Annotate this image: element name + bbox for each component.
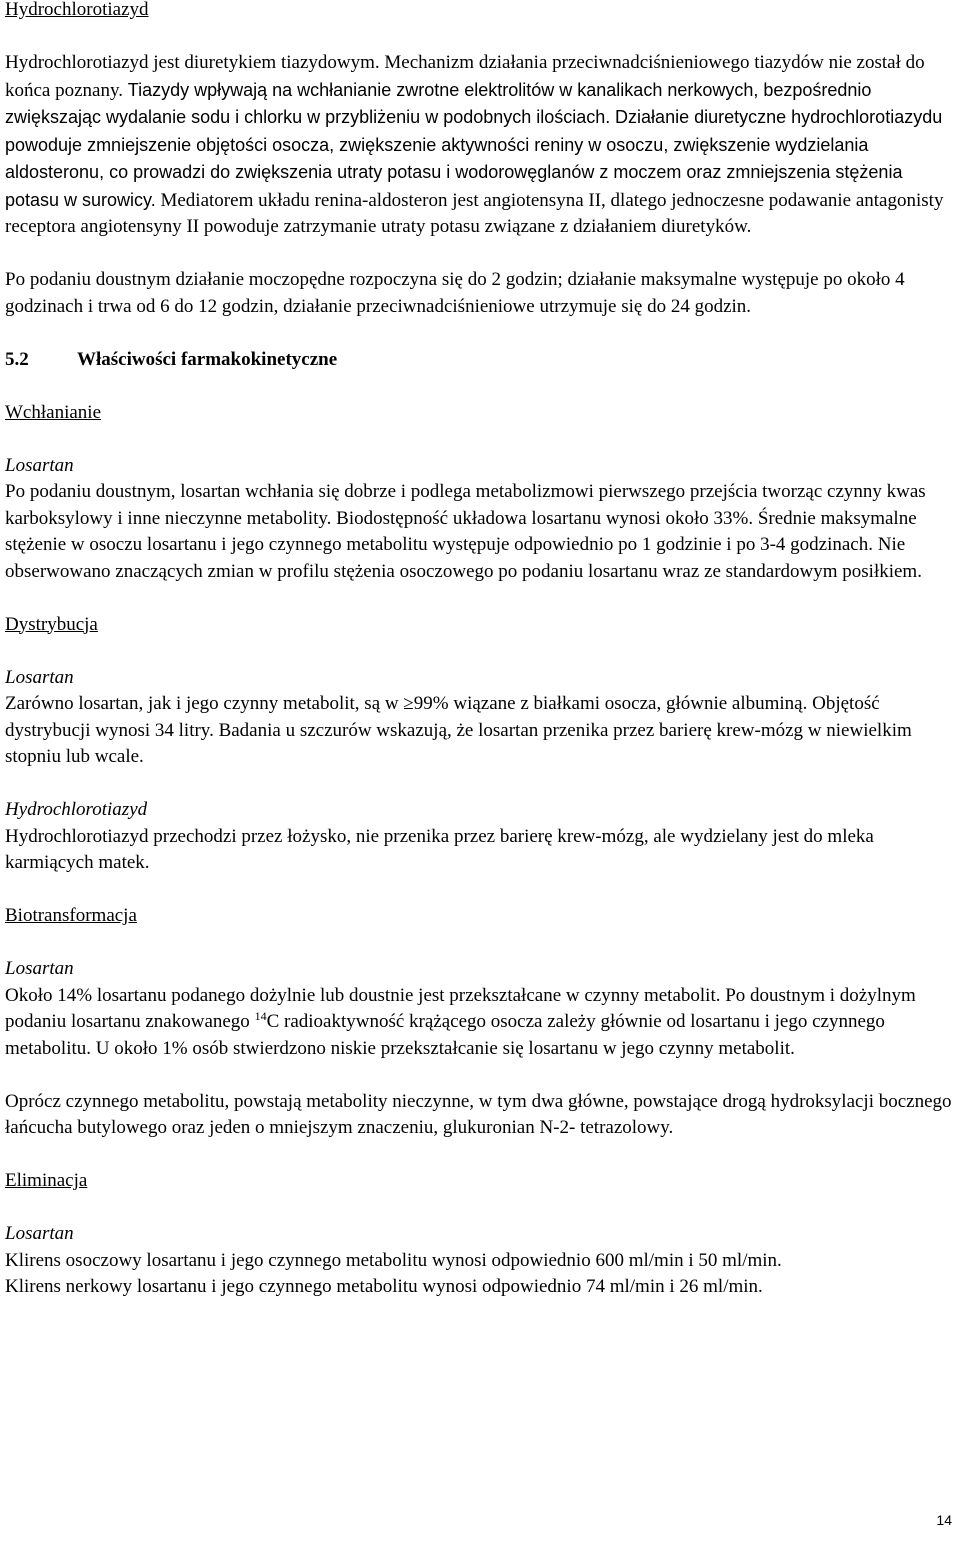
spacer <box>5 585 953 612</box>
subheading-distribution: Dystrybucja <box>5 613 98 635</box>
spacer <box>5 1062 953 1089</box>
paragraph-absorption: Po podaniu doustnym, losartan wchłania się dobrze i podlega metabolizmowi pierwszego przejścia tworząc czynny kwas karboksylowy i inne nieczynne metabolity. Biodostępność układowa losartanu wynosi około 33%. Średnie maksymalne stężenie w osoczu losartanu i jego czynnego metabolitu występuje odpowiednio po 1 godzinie i po 3-4 godzinach. Nie obserwowano znaczących zmian w profilu stężenia osoczowego po podaniu losartanu wraz ze standardowym posiłkiem. <box>5 481 926 582</box>
text-biotransformation-b: C radioaktywność krążącego osocza zależy głównie od losartanu i jego czynnego metabolitu. U około 1% osób stwierdzono niskie przekształcanie się losartanu w jego czynny metabolit. <box>5 1011 885 1059</box>
drug-label-losartan: Losartan <box>5 1223 74 1244</box>
drug-label-losartan: Losartan <box>5 666 74 688</box>
spacer <box>5 1142 953 1169</box>
paragraph-hct-onset: Po podaniu doustnym działanie moczopędne rozpoczyna się do 2 godzin; działanie maksymalne występuje po około 4 godzinach i trwa od 6 do 12 godzin, działanie przeciwnadciśnieniowe utrzymuje się do 24 godzin. <box>5 269 905 317</box>
section-title: Właściwości farmakokinetyczne <box>77 348 338 370</box>
paragraph-biotransformation-metabolite <box>5 983 953 1063</box>
section-heading-5-2 <box>5 347 953 374</box>
spacer <box>5 930 953 957</box>
document-page <box>5 0 953 1301</box>
spacer <box>5 320 953 347</box>
text-hct-mechanism-d: Mediatorem układu renina-aldosteron jest angiotensyna II, dlatego jednoczesne podawanie antagonisty receptora angiotensyny II powoduje zatrzymanie utraty potasu związane z działaniem diuretyków. <box>5 189 944 237</box>
drug-label-losartan: Losartan <box>5 454 74 476</box>
subheading-absorption: Wchłanianie <box>5 401 102 423</box>
spacer <box>5 24 953 51</box>
text-biotransformation-a: Około 14% losartanu podanego dożylnie lub doustnie jest przekształcane w czynny metabolit. Po doustnym i dożylnym podaniu losartanu znakowanego <box>5 984 916 1032</box>
text-hct-mechanism-c: Działanie diuretyczne hydrochlorotiazydu powoduje zmniejszenie objętości osocza, zwiększenie aktywności reniny w osoczu, zwiększenie wydzielania aldosteronu, co prowadzi do zwiększenia utraty potasu i wodorowęglanów z moczem oraz zmniejszenia stężenia potasu w surowicy. <box>5 107 943 210</box>
spacer <box>5 1195 953 1222</box>
paragraph-distribution-hct: Hydrochlorotiazyd przechodzi przez łożysko, nie przenika przez barierę krew-mózg, ale wydzielany jest do mleka karmiących matek. <box>5 825 874 873</box>
text-hct-mechanism-b: Tiazydy wpływają na wchłanianie zwrotne elektrolitów w kanalikach nerkowych, bezpośrednio zwiększając wydalanie sodu i chlorku w przybliżeniu w podobnych ilościach. <box>5 79 872 127</box>
drug-label-losartan: Losartan <box>5 958 74 979</box>
spacer <box>5 241 953 268</box>
spacer <box>5 877 953 904</box>
spacer <box>5 373 953 400</box>
section-number: 5.2 <box>5 348 29 370</box>
text-hct-mechanism-a: Hydrochlorotiazyd jest diuretykiem tiazydowym. Mechanizm działania przeciwnadciśnieniowego tiazydów nie został do końca poznany. <box>5 52 925 101</box>
page-number: 14 <box>936 1512 952 1528</box>
isotope-superscript: 14 <box>254 1009 267 1023</box>
drug-label-hydrochlorotiazyd: Hydrochlorotiazyd <box>5 799 148 820</box>
paragraph-elimination-renal: Klirens nerkowy losartanu i jego czynnego metabolitu wynosi odpowiednio 74 ml/min i 26 ml/min. <box>5 1276 763 1297</box>
paragraph-hct-mechanism <box>5 50 953 241</box>
subheading-elimination: Eliminacja <box>5 1170 88 1191</box>
spacer <box>5 638 953 665</box>
paragraph-biotransformation-inactive: Oprócz czynnego metabolitu, powstają metabolity nieczynne, w tym dwa główne, powstające drogą hydroksylacji bocznego łańcucha butylowego oraz jeden o mniejszym znaczeniu, glukuronian N-2- tetrazolowy. <box>5 1090 952 1138</box>
spacer <box>5 426 953 453</box>
paragraph-elimination-plasma: Klirens osoczowy losartanu i jego czynnego metabolitu wynosi odpowiednio 600 ml/min i 50 ml/min. <box>5 1249 782 1271</box>
paragraph-distribution-losartan: Zarówno losartan, jak i jego czynny metabolit, są w ≥99% wiązane z białkami osocza, głównie albuminą. Objętość dystrybucji wynosi 34 litry. Badania u szczurów wskazują, że losartan przenika przez barierę krew-mózg w niewielkim stopniu lub wcale. <box>5 693 912 767</box>
subheading-hydrochlorotiazyd: Hydrochlorotiazyd <box>5 0 149 20</box>
spacer <box>5 771 953 798</box>
subheading-biotransformation: Biotransformacja <box>5 905 137 926</box>
